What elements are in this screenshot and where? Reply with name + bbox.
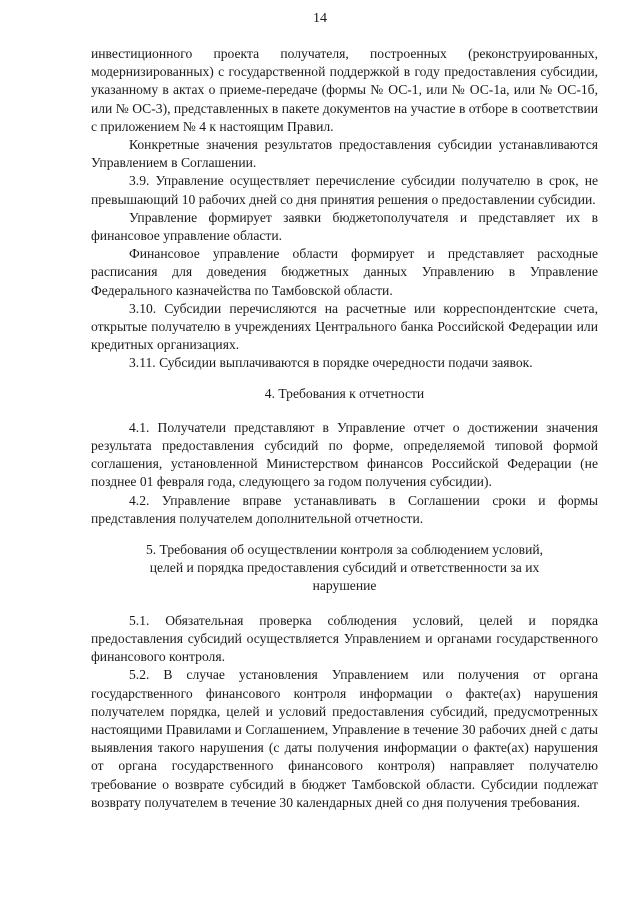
paragraph-3-9: 3.9. Управление осуществляет перечисление субсидии получателю в срок, не превышающий 10 рабочих дней со дня принятия решения о предоставлении субсидии. <box>91 173 598 207</box>
document-body <box>91 45 598 812</box>
section-4-heading: 4. Требования к отчетности <box>264 385 425 401</box>
paragraph-4-1: 4.1. Получатели представляют в Управление отчет о достижении значения результата предоставления субсидий по форме, определяемой типовой формой соглашения, установленной Министерством финансов Российской Федерации (не позднее 01 февраля года, следующего за годом получения субсидии). <box>91 419 598 490</box>
paragraph-continuation: инвестиционного проекта получателя, построенных (реконструированных, модернизированных) с государственной поддержкой в году предоставления субсидии, указанному в актах о приеме-передаче (формы № ОС-1, или № ОС-1а, или № ОС-1б, или № ОС-3), представленных в пакете документов на участие в отборе в соответствии с приложением № 4 к настоящим Правил. <box>91 46 598 134</box>
paragraph-finance-department: Финансовое управление области формирует и представляет расходные расписания для доведения бюджетных данных Управлению в Управление Федерального казначейства по Тамбовской области. <box>91 246 598 298</box>
paragraph-3-10: 3.10. Субсидии перечисляются на расчетные или корреспондентские счета, открытые получателю в учреждениях Центрального банка Российской Федерации или кредитных организациях. <box>91 300 598 353</box>
section-5-heading-line: целей и порядка предоставления субсидий и ответственности за их <box>149 560 540 576</box>
paragraph-3-11: 3.11. Субсидии выплачиваются в порядке очередности подачи заявок. <box>129 355 533 371</box>
paragraph-5-1: 5.1. Обязательная проверка соблюдения условий, целей и порядка предоставления субсидий осуществляется Управлением и органами государственного финансового контроля. <box>91 612 598 665</box>
section-5-heading <box>91 541 598 596</box>
paragraph-budget-requests: Управление формирует заявки бюджетополучателя и представляет их в финансовое управление области. <box>91 209 598 244</box>
paragraph-4-2: 4.2. Управление вправе устанавливать в Соглашении сроки и формы представления получателем дополнительной отчетности. <box>91 492 598 526</box>
paragraph-5-2: 5.2. В случае установления Управлением или получения от органа государственного финансового контроля информации о факте(ах) нарушения получателем порядка, целей и условий предоставления субсидий, предусмотренных настоящими Правилами и Соглашением, Управление в течение 30 рабочих дней с даты выявления такого нарушения (с даты получения информации о факте(ах) нарушения от органа государственного финансового контроля) направляет получателю требование о возврате субсидий в бюджет Тамбовской области. Субсидии подлежат возврату получателем в течение 30 календарных дней со дня получения требования. <box>91 667 598 810</box>
section-5-heading-line: 5. Требования об осуществлении контроля за соблюдением условий, <box>145 542 544 558</box>
section-5-heading-line: нарушение <box>312 578 377 594</box>
paragraph-result-values: Конкретные значения результатов предоставления субсидии устанавливаются Управлением в Соглашении. <box>91 137 598 171</box>
page-number: 14 <box>313 11 327 26</box>
